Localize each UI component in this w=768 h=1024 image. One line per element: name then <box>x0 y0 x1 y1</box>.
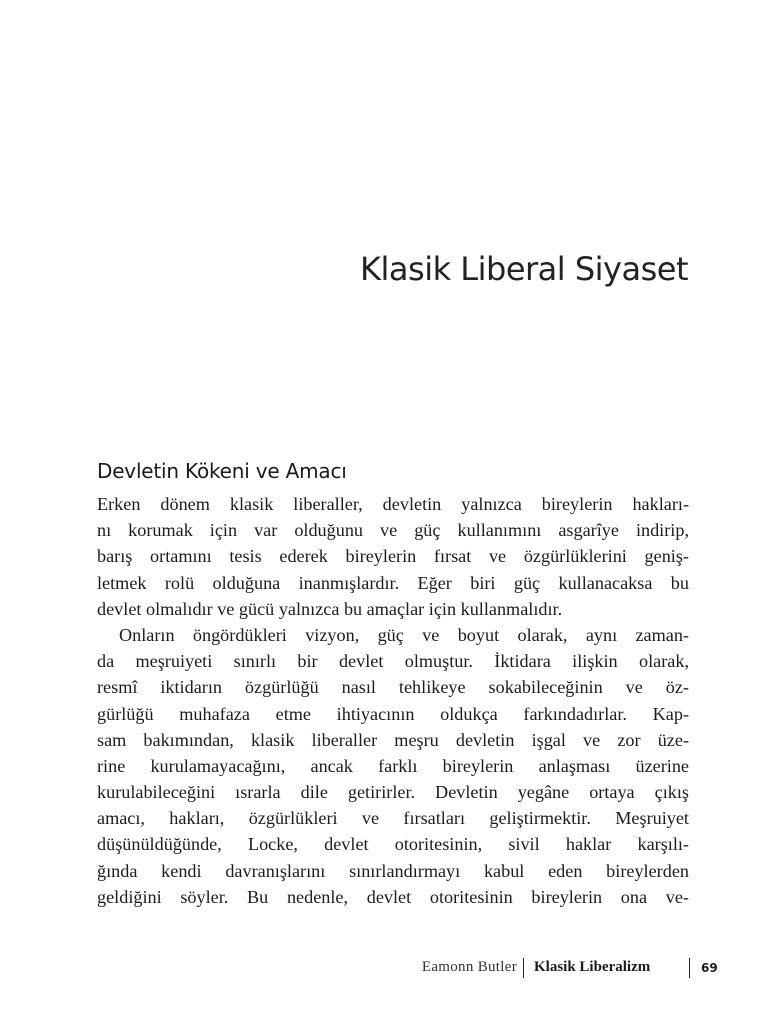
text-line: Onların öngördükleri vizyon, güç ve boyut olarak, aynı zaman- <box>119 624 689 645</box>
text-line: rine kurulamayacağını, ancak farklı bireylerin anlaşması üzerine <box>97 755 689 776</box>
text-line: devlet olmalıdır ve gücü yalnızca bu amaçlar için kullanmalıdır. <box>97 598 563 619</box>
text-line: geldiğini söyler. Bu nedenle, devlet otoritesinin bireylerin ona ve- <box>97 886 689 907</box>
text-line: nı korumak için var olduğunu ve güç kullanımını asgarîye indirip, <box>97 520 689 541</box>
text-line: düşünüldüğünde, Locke, devlet otoritesinin, sivil haklar karşılı- <box>97 834 689 855</box>
page-footer <box>0 955 768 981</box>
text-line: amacı, hakları, özgürlükleri ve fırsatları geliştirmektir. Meşruiyet <box>97 808 689 829</box>
footer-author: Eamonn Butler <box>421 959 517 975</box>
chapter-title: Klasik Liberal Siyaset <box>360 250 688 288</box>
paragraph-2 <box>97 622 689 910</box>
text-line: barış ortamını tesis ederek bireylerin fırsat ve özgürlüklerini geniş- <box>97 546 689 567</box>
text-line: kurulabileceğini ısrarla dile getirirler. Devletin yegâne ortaya çıkış <box>97 782 689 803</box>
text-line: letmek rolü olduğuna inanmışlardır. Eğer biri güç kullanacaksa bu <box>97 572 689 593</box>
section-heading: Devletin Kökeni ve Amacı <box>97 459 347 483</box>
text-line: sam bakımından, klasik liberaller meşru devletin işgal ve zor üze- <box>97 729 689 750</box>
footer-divider <box>523 958 524 978</box>
text-line: resmî iktidarın özgürlüğü nasıl tehlikeye sokabileceğinin ve öz- <box>97 677 689 698</box>
paragraph-1 <box>97 491 689 622</box>
page-number: 69 <box>701 961 718 975</box>
body-text <box>97 491 689 910</box>
footer-divider <box>689 958 690 978</box>
footer-book-title: Klasik Liberalizm <box>534 959 651 975</box>
text-line: gürlüğü muhafaza etme ihtiyacının oldukça farkındadırlar. Kap- <box>97 703 689 724</box>
text-line: Erken dönem klasik liberaller, devletin yalnızca bireylerin hakları- <box>97 494 689 514</box>
text-line: ğında kendi davranışlarını sınırlandırmayı kabul eden bireylerden <box>97 860 689 881</box>
text-line: da meşruiyeti sınırlı bir devlet olmuştur. İktidara ilişkin olarak, <box>97 651 689 672</box>
